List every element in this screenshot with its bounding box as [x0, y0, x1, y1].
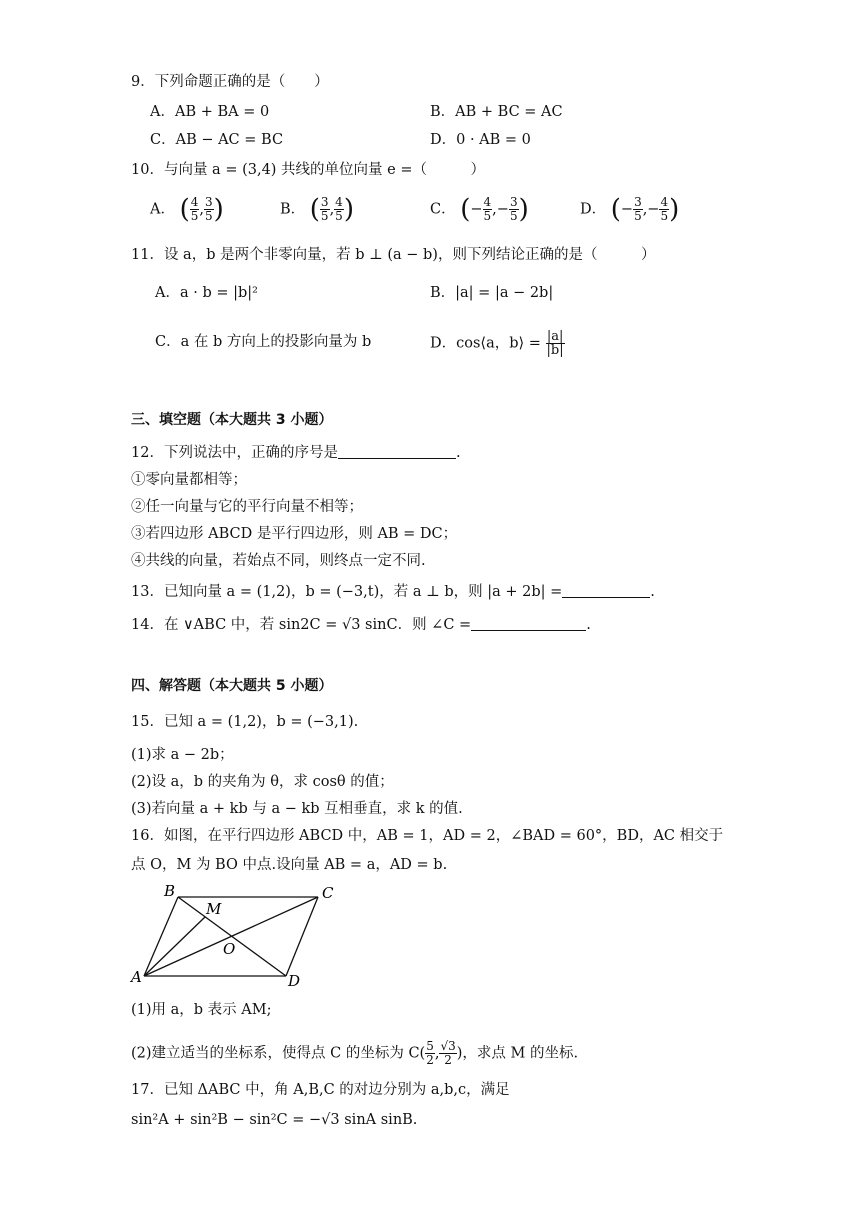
q10-c-y-num: 3 [509, 195, 518, 209]
q12-item-3: ③若四边形 ABCD 是平行四边形，则 AB = DC； [131, 526, 458, 542]
q15-part-3: (3)若向量 a + kb 与 a − kb 互相垂直，求 k 的值. [131, 801, 463, 817]
q10-b-y-num: 4 [335, 195, 343, 209]
q10-c-x-den: 5 [483, 209, 492, 223]
q9-stem: 9．下列命题正确的是（ ） [131, 74, 329, 90]
q11-option-a: A．a · b = |b|² [155, 285, 258, 301]
label-a: A [131, 968, 142, 986]
q10-b-y-den: 5 [335, 209, 343, 223]
q11-d-den: |b| [546, 343, 564, 358]
q16-c-x-den: 2 [426, 1053, 434, 1067]
q14-answer-blank[interactable] [471, 616, 586, 631]
q13-end: . [650, 584, 655, 600]
q12-stem [131, 443, 461, 463]
q14-stem [131, 615, 591, 635]
q15-stem: 15．已知 a = (1,2)，b = (−3,1). [131, 714, 359, 730]
q10-a-y-den: 5 [205, 209, 213, 223]
label-b: B [164, 882, 176, 900]
q11-d-label: D．cos⟨a，b⟩ = [430, 335, 541, 352]
q10-d-y-num: 4 [660, 195, 669, 209]
q16-c-y-num: √3 [440, 1039, 456, 1053]
label-c: C [322, 884, 334, 902]
q13-stem-text: 13．已知向量 a = (1,2)，b = (−3,t)，若 a ⊥ b，则 |a + 2b| = [131, 584, 563, 600]
q10-d-x-den: 5 [634, 209, 642, 223]
q16-part-2: (2)建立适当的坐标系，使得点 C 的坐标为 C( $\frac{5}{2}$ , $\frac{√3}{2}$ )，求点 M 的坐标. [131, 1039, 579, 1067]
q11-option-d [430, 330, 565, 357]
segment-am [144, 917, 205, 976]
q16-stem-line-2: 点 O，M 为 BO 中点.设向量 AB = a，AD = b. [131, 857, 448, 873]
q12-item-1: ①零向量都相等； [131, 472, 247, 488]
q10-option-b: B． ( $\frac{3}{5}$ , $\frac{4}{5}$ ) [280, 194, 354, 225]
q15-part-1: (1)求 a − 2b； [131, 747, 234, 763]
q9-option-c: C．AB − AC = BC [150, 132, 284, 148]
parallelogram-figure [128, 882, 358, 994]
q16-stem-line-1: 16．如图，在平行四边形 ABCD 中，AB = 1，AD = 2，∠BAD = 60°，BD，AC 相交于 [131, 828, 724, 844]
q9-option-d: D．0 · AB = 0 [430, 132, 531, 148]
q10-option-a: A． ( $\frac{4}{5}$ , $\frac{3}{5}$ ) [150, 194, 224, 225]
q10-a-label: A． [150, 201, 175, 218]
q10-stem: 10．与向量 a = (3,4) 共线的单位向量 e =（ ） [131, 162, 486, 178]
q11-d-num: |a| [546, 329, 564, 344]
q10-d-x-num: 3 [634, 195, 642, 209]
q11-option-c: C．a 在 b 方向上的投影向量为 b [155, 334, 372, 350]
q17-line-2: sin²A + sin²B − sin²C = −√3 sinA sinB. [131, 1112, 418, 1128]
q10-b-label: B． [280, 201, 306, 218]
q10-a-x-den: 5 [190, 209, 199, 223]
q12-item-4: ④共线的向量，若始点不同，则终点一定不同. [131, 553, 426, 569]
q10-b-x-den: 5 [320, 209, 329, 223]
q12-item-2: ②任一向量与它的平行向量不相等； [131, 499, 363, 515]
q10-b-x-num: 3 [320, 195, 329, 209]
side-ab [144, 897, 178, 976]
q14-stem-text: 14．在 ∨ABC 中，若 sin2C = √3 sinC．则 ∠C = [131, 617, 472, 633]
q10-d-label: D． [580, 201, 607, 218]
q10-c-label: C． [430, 201, 456, 218]
label-o: O [223, 940, 236, 958]
q9-option-a: A．AB + BA = 0 [150, 104, 270, 120]
q10-option-c: C． (− $\frac{4}{5}$ ,− $\frac{3}{5}$ ) [430, 194, 529, 225]
q10-d-y-den: 5 [660, 209, 669, 223]
q9-option-b: B．AB + BC = AC [430, 104, 563, 120]
q16-part-2-post: )，求点 M 的坐标. [456, 1045, 579, 1062]
q16-part-2-pre: (2)建立适当的坐标系，使得点 C 的坐标为 C( [131, 1045, 426, 1062]
q16-c-x-num: 5 [426, 1039, 434, 1053]
q11-stem: 11．设 a，b 是两个非零向量，若 b ⊥ (a − b)，则下列结论正确的是（ ） [131, 247, 656, 263]
q16-part-1: (1)用 a，b 表示 AM; [131, 1002, 272, 1018]
q10-a-y-num: 3 [205, 195, 213, 209]
q10-a-x-num: 4 [190, 195, 199, 209]
q14-end: . [586, 617, 591, 633]
q10-c-y-den: 5 [509, 209, 518, 223]
label-d: D [288, 972, 301, 990]
section-3-title: 三、填空题（本大题共 3 小题） [131, 412, 333, 428]
diagonal-bd [178, 897, 286, 976]
q11-option-b: B．|a| = |a − 2b| [430, 285, 554, 301]
q13-stem [131, 582, 655, 602]
q15-part-2: (2)设 a，b 的夹角为 θ，求 cosθ 的值； [131, 774, 394, 790]
q12-end: . [455, 445, 461, 461]
q17-line-1: 17．已知 ΔABC 中，角 A,B,C 的对边分别为 a,b,c，满足 [131, 1082, 510, 1098]
q10-option-d: D． (− $\frac{3}{5}$ ,− $\frac{4}{5}$ ) [580, 194, 680, 225]
section-4-title: 四、解答题（本大题共 5 小题） [131, 678, 333, 694]
q13-answer-blank[interactable] [562, 583, 650, 598]
q12-stem-text: 12．下列说法中，正确的序号是 [131, 445, 338, 461]
q16-c-y-den: 2 [444, 1053, 452, 1067]
q12-answer-blank[interactable] [338, 444, 456, 459]
label-m: M [206, 900, 222, 918]
q10-c-x-num: 4 [483, 195, 492, 209]
